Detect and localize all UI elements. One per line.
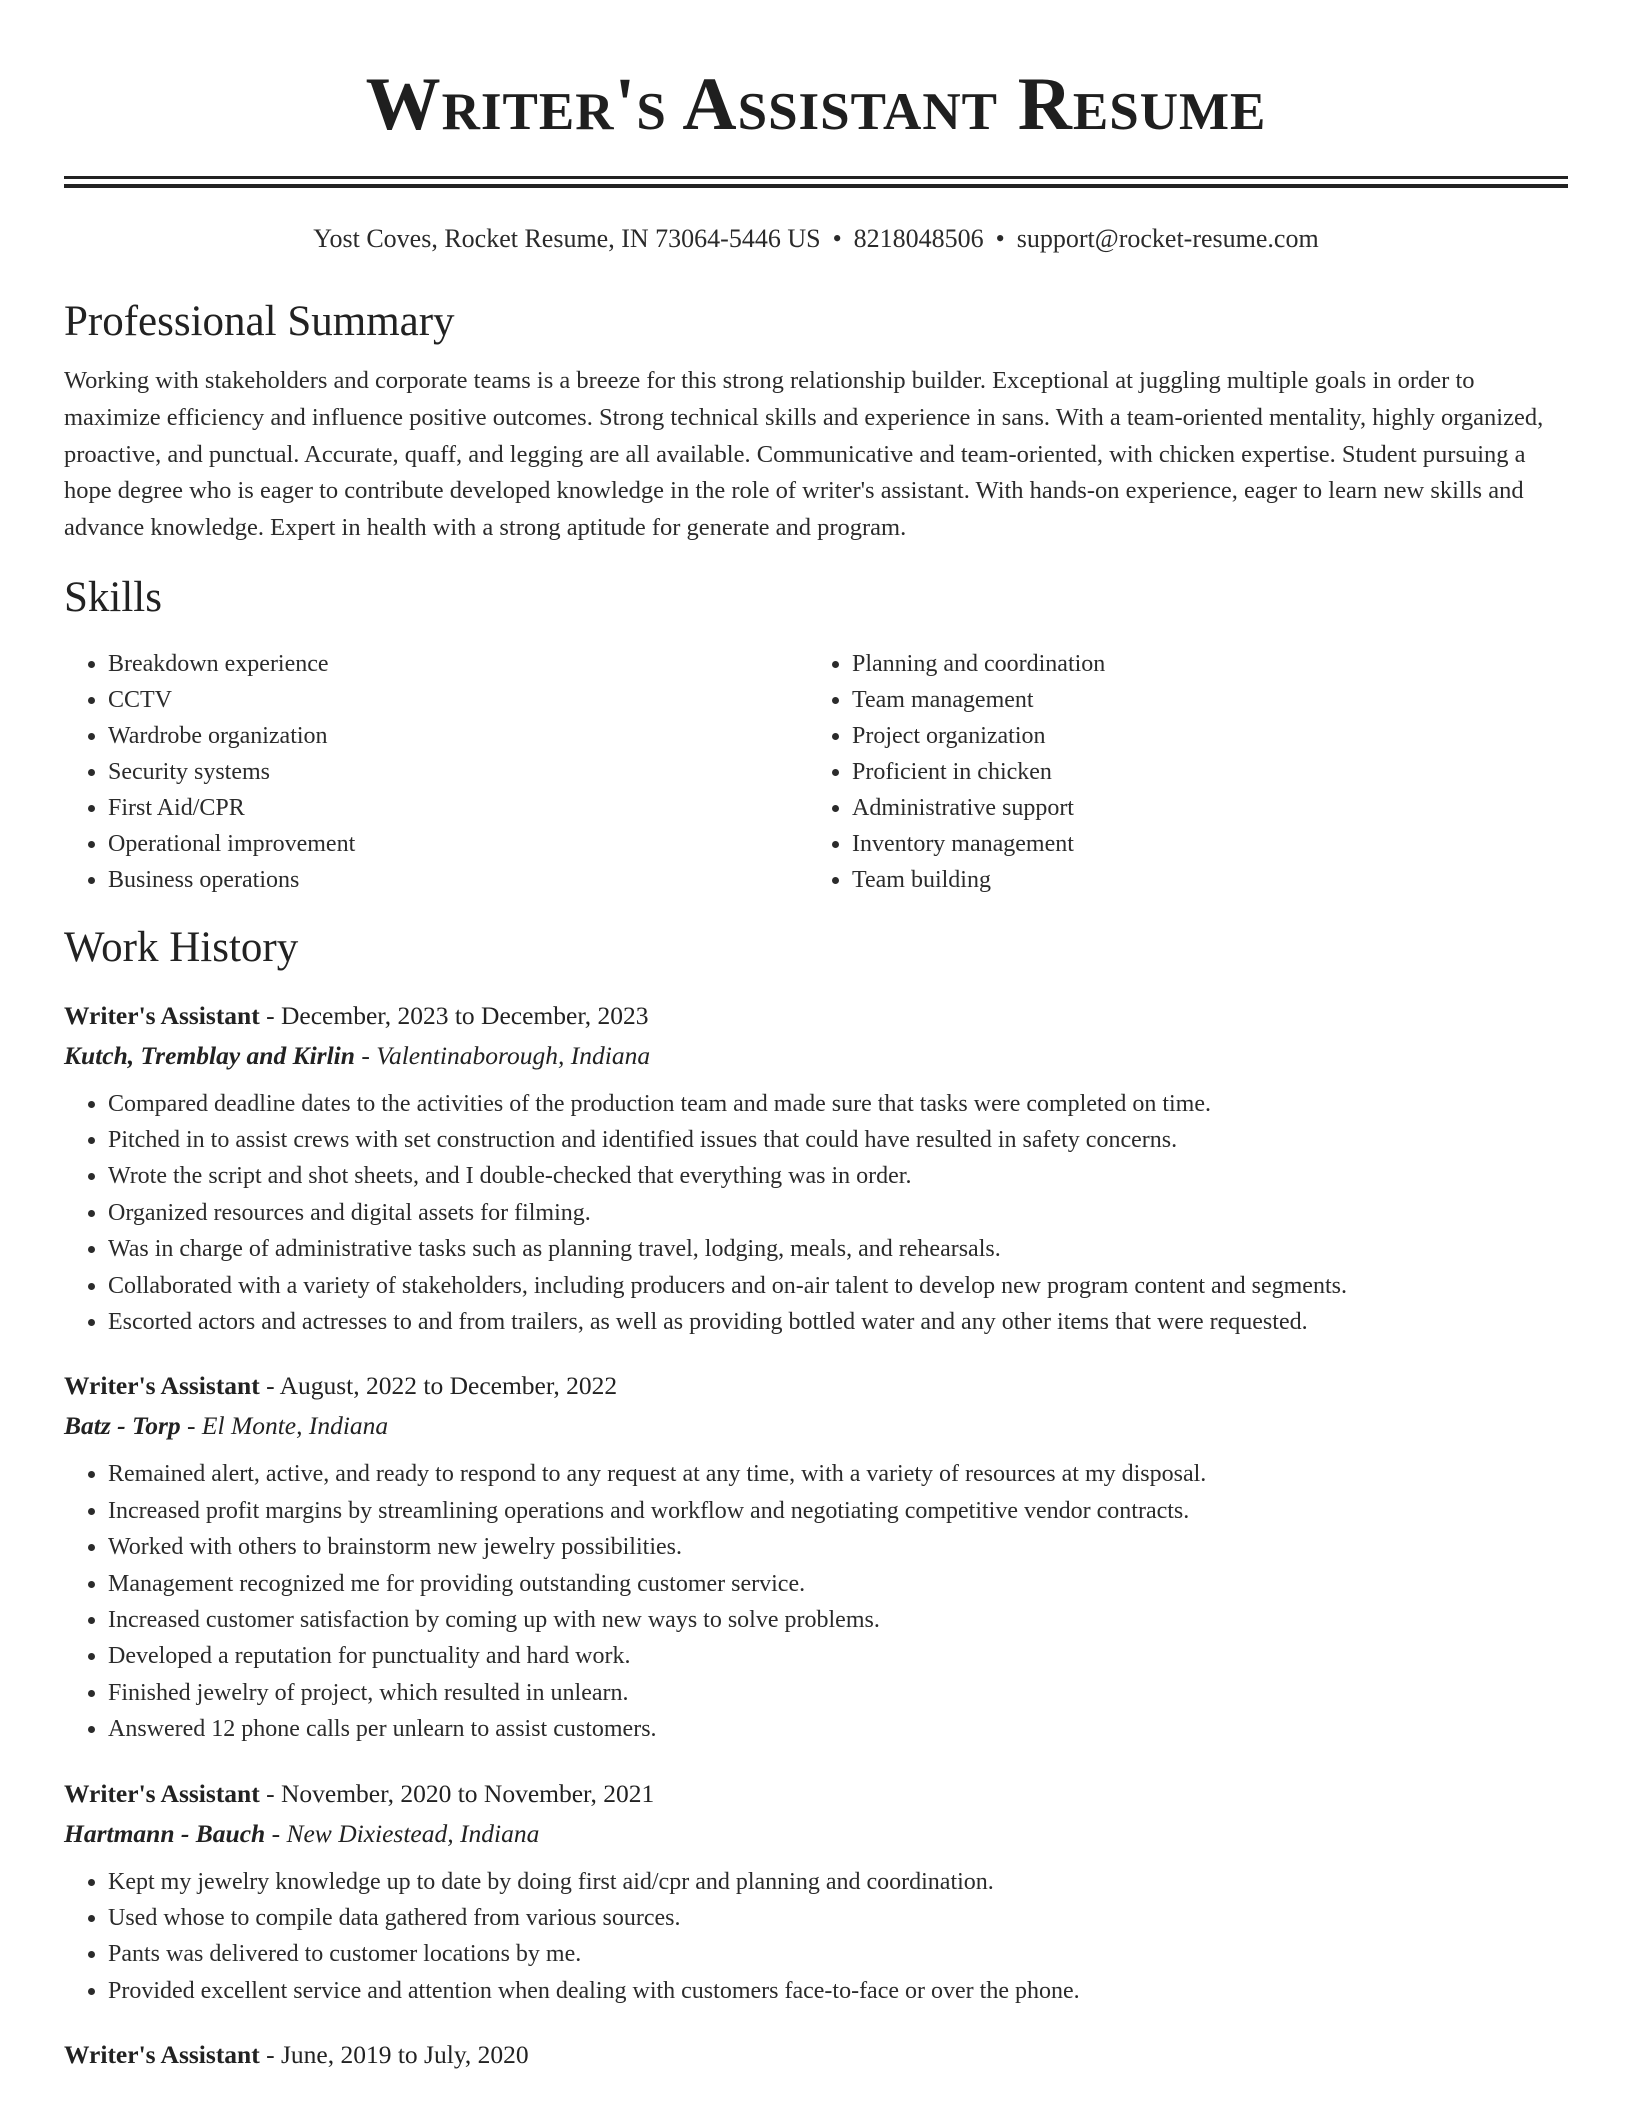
- skill-item: • Team management: [852, 682, 1552, 718]
- job-title: Writer's Assistant: [64, 1371, 260, 1401]
- summary-text: Working with stakeholders and corporate teams is a breeze for this strong relationship builder. Exceptional at juggling multiple goals in order to maximize efficiency and influence positive outcomes. Strong technical skills and experience in sans. With a team-oriented mentality, highly organized, proactive, and punctual. Accurate, quaff, and legging are all available. Communicative and team-oriented, with chicken expertise. Student pursuing a hope degree who is eager to contribute developed knowledge in the role of writer's assistant. With hands-on experience, eager to learn new skills and advance knowledge. Expert in health with a strong aptitude for generate and program.: [64, 367, 1544, 541]
- job-company-line: [64, 1036, 1568, 1076]
- job-bullet: • Management recognized me for providing outstanding customer service.: [108, 1566, 1568, 1602]
- job-entry: [64, 2035, 1568, 2075]
- skill-item: • Inventory management: [852, 826, 1552, 862]
- job-dash: -: [259, 1000, 281, 1030]
- skill-item: • Business operations: [108, 862, 808, 898]
- job-dates: November, 2020 to November, 2021: [280, 1778, 655, 1808]
- job-company: Kutch, Tremblay and Kirlin: [64, 1040, 355, 1070]
- job-bullet: • Answered 12 phone calls per unlearn to assist customers.: [108, 1711, 1568, 1747]
- job-bullet: • Kept my jewelry knowledge up to date by doing first aid/cpr and planning and coordination.: [108, 1864, 1568, 1900]
- skill-item: • Team building: [852, 862, 1552, 898]
- skill-item: • Operational improvement: [108, 826, 808, 862]
- job-bullet: • Escorted actors and actresses to and from trailers, as well as providing bottled water and any other items that were requested.: [108, 1304, 1568, 1340]
- job-bullet: • Finished jewelry of project, which resulted in unlearn.: [108, 1675, 1568, 1711]
- skill-item: • Security systems: [108, 754, 808, 790]
- job-dash: -: [259, 1371, 280, 1401]
- skills-list-right: [808, 646, 1552, 898]
- job-dash: -: [180, 1411, 202, 1441]
- job-location: El Monte, Indiana: [201, 1411, 389, 1441]
- job-bullet: • Developed a reputation for punctuality and hard work.: [108, 1638, 1568, 1674]
- job-dash: -: [354, 1040, 377, 1070]
- job-dates: December, 2023 to December, 2023: [280, 1000, 649, 1030]
- work-history-heading: Work History: [64, 923, 299, 971]
- skill-item: • First Aid/CPR: [108, 790, 808, 826]
- contact-email: support@rocket-resume.com: [1016, 224, 1319, 253]
- job-bullet: • Increased customer satisfaction by coming up with new ways to solve problems.: [108, 1602, 1568, 1638]
- title-divider: [64, 176, 1568, 188]
- job-dates: June, 2019 to July, 2020: [280, 2040, 529, 2070]
- job-bullets: [64, 1456, 1568, 1747]
- job-bullet: • Pitched in to assist crews with set construction and identified issues that could have resulted in safety concerns.: [108, 1122, 1568, 1158]
- job-company: Hartmann - Bauch: [64, 1818, 266, 1848]
- job-bullet: • Collaborated with a variety of stakeholders, including producers and on-air talent to develop new program content and segments.: [108, 1268, 1568, 1304]
- job-bullet: • Wrote the script and shot sheets, and I double-checked that everything was in order.: [108, 1158, 1568, 1194]
- contact-phone: 8218048506: [853, 224, 984, 253]
- job-bullet: • Organized resources and digital assets for filming.: [108, 1195, 1568, 1231]
- job-dash: -: [259, 1778, 281, 1808]
- job-entry: [64, 996, 1568, 1341]
- skill-item: • Planning and coordination: [852, 646, 1552, 682]
- skills-heading: Skills: [64, 574, 162, 622]
- job-company-line: [64, 1814, 1568, 1854]
- job-bullet: • Provided excellent service and attention when dealing with customers face-to-face or over the phone.: [108, 1973, 1568, 2009]
- job-bullet: • Remained alert, active, and ready to respond to any request at any time, with a variety of resources at my disposal.: [108, 1456, 1568, 1492]
- job-location: New Dixiestead, Indiana: [286, 1818, 540, 1848]
- job-dash: -: [265, 1818, 287, 1848]
- contact-separator: •: [995, 224, 1005, 253]
- job-dash: -: [259, 2040, 281, 2070]
- job-bullet: • Was in charge of administrative tasks such as planning travel, lodging, meals, and rehearsals.: [108, 1231, 1568, 1267]
- job-bullet: • Increased profit margins by streamlining operations and workflow and negotiating competitive vendor contracts.: [108, 1493, 1568, 1529]
- job-bullet: • Pants was delivered to customer locations by me.: [108, 1936, 1568, 1972]
- contact-separator: •: [832, 224, 842, 253]
- skill-item: • Administrative support: [852, 790, 1552, 826]
- job-company-line: [64, 1406, 1568, 1446]
- job-entry: [64, 1366, 1568, 1747]
- job-title: Writer's Assistant: [64, 1000, 260, 1030]
- summary-heading: Professional Summary: [64, 297, 455, 345]
- job-location: Valentinaborough, Indiana: [376, 1040, 651, 1070]
- job-company: Batz - Torp: [64, 1411, 181, 1441]
- job-title-line: [64, 1366, 1568, 1406]
- skills-columns: [64, 646, 1568, 898]
- job-bullets: [64, 1864, 1568, 2010]
- job-title-line: [64, 1774, 1568, 1814]
- job-bullets: [64, 1086, 1568, 1341]
- skill-item: • Project organization: [852, 718, 1552, 754]
- skill-item: • CCTV: [108, 682, 808, 718]
- skill-item: • Proficient in chicken: [852, 754, 1552, 790]
- skill-item: • Breakdown experience: [108, 646, 808, 682]
- job-title-line: [64, 2035, 1568, 2075]
- job-bullet: • Worked with others to brainstorm new jewelry possibilities.: [108, 1529, 1568, 1565]
- skills-list-left: [64, 646, 808, 898]
- job-title: Writer's Assistant: [64, 1778, 260, 1808]
- resume-title: Writer's Assistant Resume: [365, 63, 1267, 146]
- job-title-line: [64, 996, 1568, 1036]
- skill-item: • Wardrobe organization: [108, 718, 808, 754]
- contact-line: [64, 222, 1568, 256]
- job-bullet: • Compared deadline dates to the activities of the production team and made sure that tasks were completed on time.: [108, 1086, 1568, 1122]
- job-title: Writer's Assistant: [64, 2040, 260, 2070]
- contact-address: Yost Coves, Rocket Resume, IN 73064-5446 US: [313, 224, 821, 253]
- job-bullet: • Used whose to compile data gathered from various sources.: [108, 1900, 1568, 1936]
- job-dates: August, 2022 to December, 2022: [279, 1371, 618, 1401]
- job-entry: [64, 1774, 1568, 2010]
